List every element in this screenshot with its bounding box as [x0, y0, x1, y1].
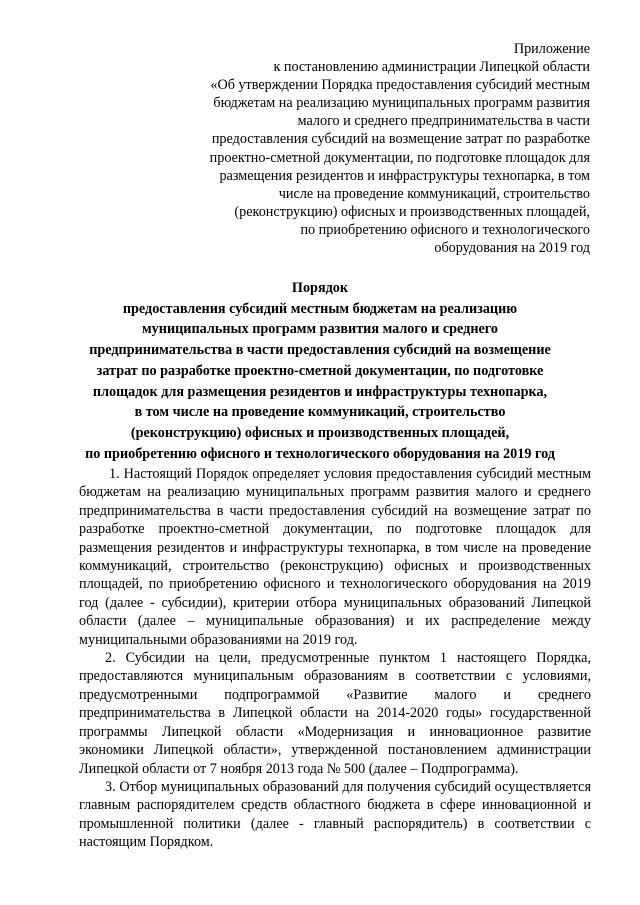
document-body — [79, 465, 591, 852]
paragraph-3: 3. Отбор муниципальных образований для получения субсидий осуществляется главным распорядителем средств областного бюджета в сфере инновационной и промышленной политики (далее - главный распорядитель) в соответствии с настоящим Порядком. — [79, 778, 591, 851]
paragraph-2: 2. Субсидии на цели, предусмотренные пунктом 1 настоящего Порядка, предоставляются муниципальным образованиям в соответствии с условиями, предусмотренными подпрограммой «Развитие малого и среднего предпринимательства в Липецкой области на 2014-2020 годы» государственной программы Липецкой области «Модернизация и инновационное развитие экономики Липецкой области», утвержденной постановлением администрации Липецкой области от 7 ноября 2013 года № 500 (далее – Подпрограмма). — [79, 650, 591, 777]
annex-header: Приложение к постановлению администрации Липецкой области «Об утверждении Порядка предоставления субсидий местным бюджетам на реализацию муниципальных программ развития малого и среднего предпринимательства в части предоставления субсидий на возмещение затрат по разработке проектно-сметной документации, по подготовке площадок для размещения резидентов и инфраструктуры технопарка, в том числе на проведение коммуникаций, строительство (реконструкцию) офисных и производственных площадей, по приобретению офисного и технологического оборудования на 2019 год — [209, 41, 590, 257]
document-title: Порядок предоставления субсидий местным бюджетам на реализацию муниципальных программ развития малого и среднего предпринимательства в части предоставления субсидий на возмещение затрат по разработке проектно-сметной документации, по подготовке площадок для размещения резидентов и инфраструктуры технопарка, в том числе на проведение коммуникаций, строительство (реконструкцию) офисных и производственных площадей, по приобретению офисного и технологического оборудования на 2019 год — [85, 280, 555, 462]
paragraph-1: 1. Настоящий Порядок определяет условия предоставления субсидий местным бюджетам на реализацию муниципальных программ развития малого и среднего предпринимательства в части предоставления субсидий на возмещение затрат по разработке проектно-сметной документации, по подготовке площадок для размещения резидентов и инфраструктуры технопарка, в том числе на проведение коммуникаций, строительство (реконструкцию) офисных и производственных площадей, по приобретению офисного и технологического оборудования на 2019 год (далее - субсидии), критерии отбора муниципальных образований Липецкой области (далее – муниципальные образования) и их распределение между муниципальными образованиями на 2019 год. — [79, 466, 591, 648]
